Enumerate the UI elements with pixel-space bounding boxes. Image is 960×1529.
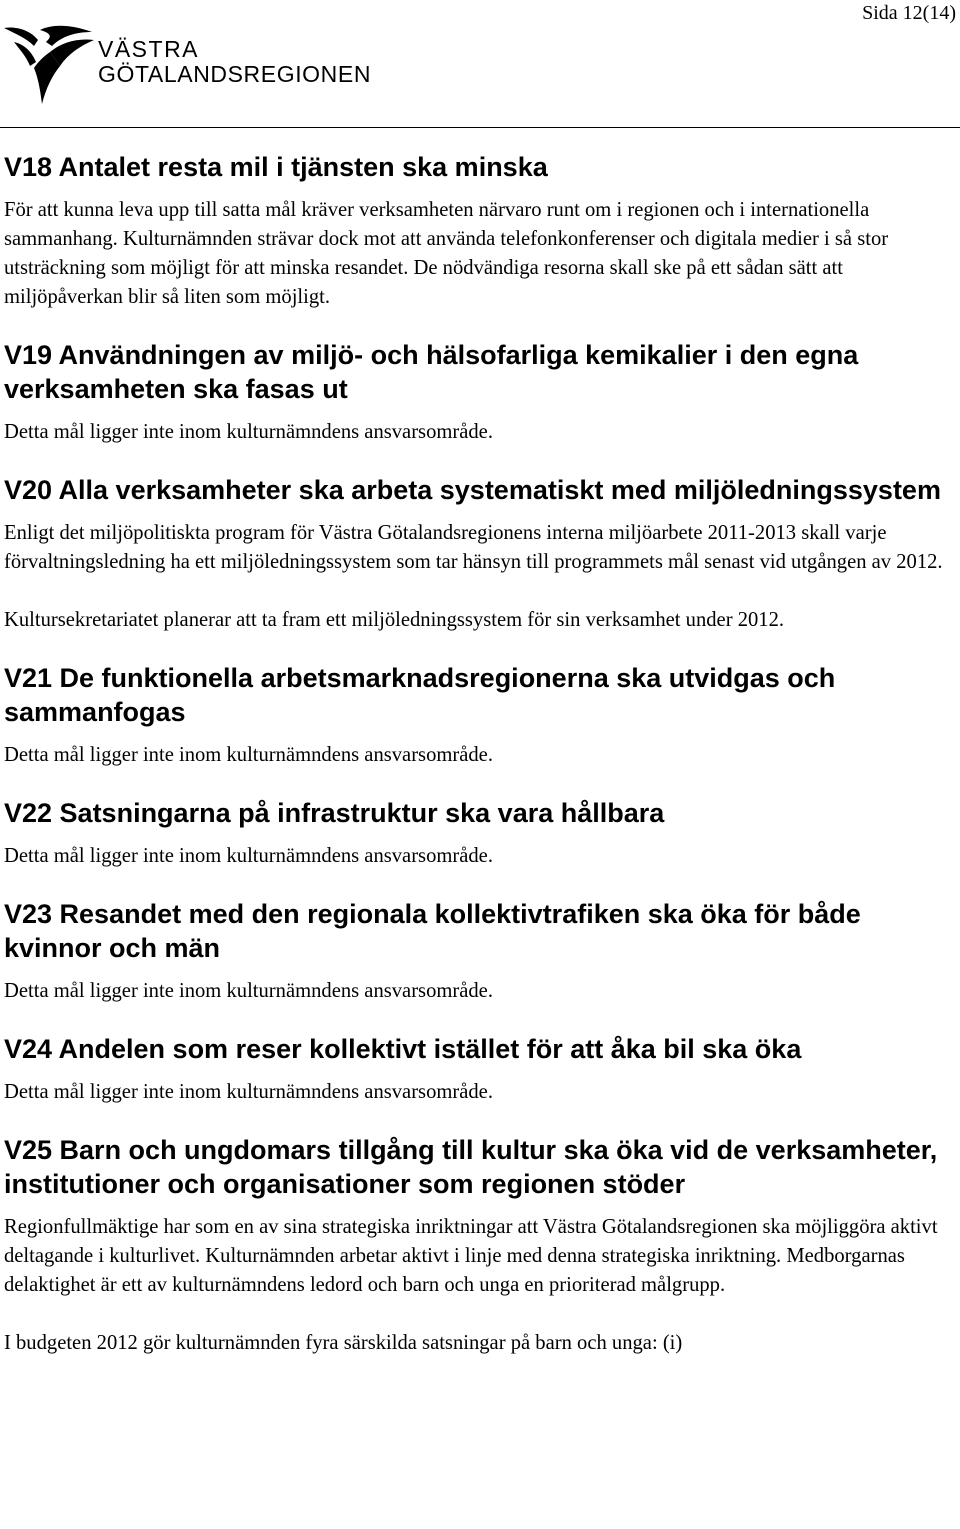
- section-heading: V25 Barn och ungdomars tillgång till kultur ska öka vid de verksamheter, institutioner och organisationer som regionen stöder: [4, 1135, 938, 1199]
- section-v25: [4, 1133, 956, 1358]
- section-heading: V19 Användningen av miljö- och hälsofarliga kemikalier i den egna verksamheten ska fasas ut: [4, 340, 859, 404]
- logo-text-line2: GÖTALANDSREGIONEN: [98, 61, 372, 87]
- section-heading: V22 Satsningarna på infrastruktur ska vara hållbara: [4, 798, 665, 828]
- section-paragraph: För att kunna leva upp till satta mål kräver verksamheten närvaro runt om i regionen och i internationella sammanhang. Kulturnämnden strävar dock mot att använda telefonkonferenser och digitala medier i så stor utsträckning som möjligt för att minska resandet. De nödvändiga resorna skall ske på ett sådan sätt att miljöpåverkan blir så liten som möjligt.: [4, 199, 889, 308]
- section-heading: V21 De funktionella arbetsmarknadsregionerna ska utvidgas och sammanfogas: [4, 663, 836, 727]
- section-paragraph: Detta mål ligger inte inom kulturnämndens ansvarsområde.: [4, 744, 493, 766]
- section-paragraph: I budgeten 2012 gör kulturnämnden fyra särskilda satsningar på barn och unga: (i): [4, 1332, 683, 1354]
- document-body: [4, 150, 956, 1358]
- section-heading: V24 Andelen som reser kollektivt istället för att åka bil ska öka: [4, 1034, 802, 1064]
- section-paragraph: Detta mål ligger inte inom kulturnämndens ansvarsområde.: [4, 421, 493, 443]
- section-v23: [4, 897, 956, 1006]
- section-v18: [4, 150, 956, 312]
- section-paragraph: Detta mål ligger inte inom kulturnämndens ansvarsområde.: [4, 1081, 493, 1103]
- section-paragraph: Regionfullmäktige har som en av sina strategiska inriktningar att Västra Götalandsregionen ska möjliggöra aktivt deltagande i kulturlivet. Kulturnämnden arbetar aktivt i linje med denna strategiska inriktning. Medborgarnas delaktighet är ett av kulturnämndens ledord och barn och unga en prioriterad målgrupp.: [4, 1216, 938, 1296]
- section-paragraph: Kultursekretariatet planerar att ta fram ett miljöledningssystem för sin verksamhet under 2012.: [4, 609, 785, 631]
- page-number: Sida 12(14): [862, 2, 956, 24]
- section-paragraph: Enligt det miljöpolitiskta program för Västra Götalandsregionens interna miljöarbete 2011-2013 skall varje förvaltningsledning ha ett miljöledningssystem som tar hänsyn till programmets mål senast vid utgången av 2012.: [4, 522, 943, 573]
- logo-text-line1: VÄSTRA: [98, 36, 200, 62]
- vastra-gotalandsregionen-logo: [4, 22, 384, 106]
- section-v24: [4, 1032, 956, 1107]
- logo-emblem-icon: [4, 22, 96, 106]
- header-divider: [0, 127, 960, 128]
- section-v22: [4, 796, 956, 871]
- section-v20: [4, 473, 956, 635]
- section-paragraph: Detta mål ligger inte inom kulturnämndens ansvarsområde.: [4, 980, 493, 1002]
- section-paragraph: Detta mål ligger inte inom kulturnämndens ansvarsområde.: [4, 845, 493, 867]
- section-heading: V20 Alla verksamheter ska arbeta systematiskt med miljöledningssystem: [4, 475, 941, 505]
- section-v19: [4, 338, 956, 447]
- section-v21: [4, 661, 956, 770]
- section-heading: V23 Resandet med den regionala kollektivtrafiken ska öka för både kvinnor och män: [4, 899, 861, 963]
- section-heading: V18 Antalet resta mil i tjänsten ska minska: [4, 152, 548, 182]
